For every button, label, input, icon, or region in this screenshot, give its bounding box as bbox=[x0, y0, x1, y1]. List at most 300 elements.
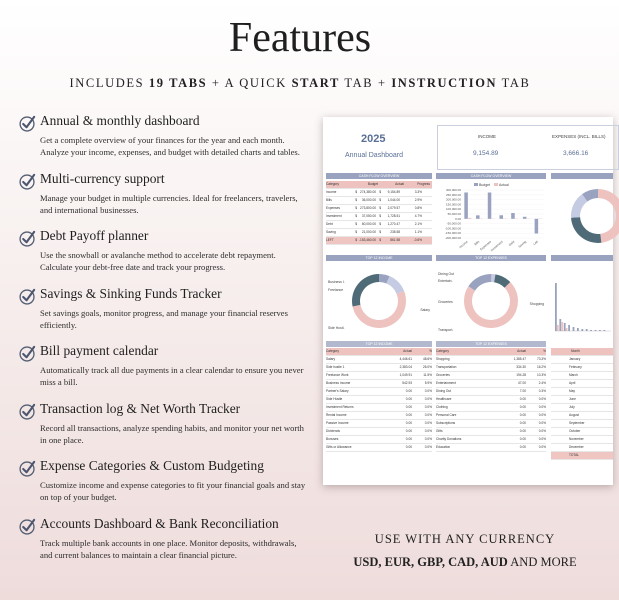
table-cell: 238.58 bbox=[390, 230, 400, 234]
table-cell: Category bbox=[326, 349, 339, 353]
table-row bbox=[436, 428, 546, 436]
table-cell: Actual bbox=[403, 349, 412, 353]
table-cell: 0.00 bbox=[519, 405, 526, 409]
table-row bbox=[551, 388, 613, 396]
checkmark-icon bbox=[18, 287, 37, 306]
table-cell: March bbox=[569, 373, 578, 377]
expenses-label: EXPENSES (INCL. BILLS) bbox=[552, 134, 606, 139]
table-cell: 0.3% bbox=[538, 389, 546, 393]
table-cell: 0.8% bbox=[414, 206, 422, 210]
currency-more: AND MORE bbox=[507, 555, 577, 569]
table-row bbox=[551, 372, 613, 380]
table-cell: 36,000.00 bbox=[361, 198, 376, 202]
tick-label: 50,000.00 bbox=[447, 212, 461, 216]
feature-description: Set savings goals, monitor progress, and manage your financial reserves efficiently. bbox=[40, 307, 288, 330]
table-cell: 1,270.47 bbox=[387, 222, 400, 226]
table-cell: 9,154.89 bbox=[387, 190, 400, 194]
table-cell: Gifts bbox=[436, 429, 443, 433]
side-header-2 bbox=[551, 255, 613, 261]
month-bar bbox=[555, 283, 557, 331]
table-cell: 0.00 bbox=[519, 437, 526, 441]
table-cell: Partner's Salary bbox=[326, 389, 349, 393]
table-cell: Gifts or Allowance bbox=[326, 445, 352, 449]
feature-item bbox=[18, 401, 308, 459]
table-cell: % bbox=[543, 349, 546, 353]
table-cell: Investment Returns bbox=[326, 405, 354, 409]
table-row bbox=[436, 436, 546, 444]
side-slice bbox=[571, 217, 601, 243]
table-cell: 0.0% bbox=[424, 445, 432, 449]
table-cell: 3.3% bbox=[414, 190, 422, 194]
subtitle-bold: 19 TABS bbox=[148, 76, 208, 90]
table-cell: Progress bbox=[417, 182, 430, 186]
table-cell: 0.00 bbox=[405, 389, 412, 393]
page-title: Features bbox=[228, 15, 372, 61]
table-cell: 0.00 bbox=[519, 429, 526, 433]
table-cell: Side Hustle bbox=[326, 397, 343, 401]
table-row bbox=[551, 428, 613, 436]
subtitle-part: TAB bbox=[497, 76, 531, 90]
side-chart-header bbox=[551, 173, 613, 179]
feature-list bbox=[18, 113, 308, 573]
table-cell: Bills bbox=[326, 198, 332, 202]
legend-swatch-actual bbox=[494, 183, 498, 186]
feature-title: Bill payment calendar bbox=[40, 343, 159, 358]
table-cell: 0.0% bbox=[538, 413, 546, 417]
table-row bbox=[436, 372, 546, 380]
table-cell: Budget bbox=[367, 182, 378, 186]
table-row bbox=[326, 444, 432, 452]
category-label: Saving bbox=[517, 239, 528, 249]
month-bar-actual bbox=[566, 328, 568, 331]
table-cell: 2.9% bbox=[414, 198, 422, 202]
checkmark-icon bbox=[18, 459, 37, 478]
expense-slice bbox=[468, 274, 491, 291]
feature-title: Debt Payoff planner bbox=[40, 228, 149, 243]
page-subtitle bbox=[0, 76, 600, 91]
table-cell: Business Income bbox=[326, 381, 351, 385]
table-cell: 0.00 bbox=[519, 445, 526, 449]
table-cell: Investment bbox=[326, 214, 342, 218]
table-row bbox=[326, 404, 432, 412]
feature-item bbox=[18, 171, 308, 229]
expenses-value: 3,666.16 bbox=[563, 150, 589, 157]
table-cell: Rental Income bbox=[326, 413, 347, 417]
table-row bbox=[326, 420, 432, 428]
table-cell: Side hustle 1 bbox=[326, 365, 345, 369]
top-income-header: TOP 12 INCOME bbox=[326, 255, 432, 261]
category-label: Investment bbox=[489, 239, 504, 253]
income-label: INCOME bbox=[478, 134, 496, 139]
table-cell: 0.00 bbox=[405, 429, 412, 433]
month-bar bbox=[559, 319, 561, 331]
table-cell: $ bbox=[379, 230, 381, 234]
table-row bbox=[436, 364, 546, 372]
table-cell: Clothing bbox=[436, 405, 448, 409]
table-row bbox=[551, 452, 613, 460]
table-cell: LEFT bbox=[326, 238, 334, 242]
table-cell: 0.00 bbox=[405, 445, 412, 449]
table-row bbox=[551, 444, 613, 452]
table-cell: 4,446.61 bbox=[399, 357, 412, 361]
table-cell: July bbox=[569, 405, 575, 409]
table-cell: $ bbox=[379, 214, 381, 218]
table-cell: Shopping bbox=[436, 357, 450, 361]
table-cell: 2,079.57 bbox=[387, 206, 400, 210]
checkmark-icon bbox=[18, 344, 37, 363]
table-row bbox=[326, 348, 432, 356]
table-cell: 7.00 bbox=[519, 389, 526, 393]
feature-item bbox=[18, 228, 308, 286]
table-cell: 16.2% bbox=[536, 365, 546, 369]
side-slice bbox=[598, 189, 619, 243]
dashboard-preview bbox=[323, 117, 613, 485]
table-cell: May bbox=[569, 389, 576, 393]
bar-budget bbox=[499, 215, 503, 219]
table-cell: Actual bbox=[395, 182, 404, 186]
table-cell: Freelance Work bbox=[326, 373, 349, 377]
table-cell: 37,050.00 bbox=[361, 214, 376, 218]
table-cell: 0.00 bbox=[519, 421, 526, 425]
table-cell: 0.00 bbox=[405, 397, 412, 401]
month-bar bbox=[564, 323, 566, 331]
table-row bbox=[326, 356, 432, 364]
table-cell: $ bbox=[355, 230, 357, 234]
feature-title: Accounts Dashboard & Bank Reconciliation bbox=[40, 515, 279, 531]
checkmark-icon bbox=[18, 402, 37, 421]
table-cell: % bbox=[429, 349, 432, 353]
feature-title: Transaction log & Net Worth Tracker bbox=[40, 400, 241, 416]
table-cell: 2,383.04 bbox=[399, 365, 412, 369]
bar-budget bbox=[488, 193, 492, 219]
table-cell: Transportation bbox=[436, 365, 457, 369]
income-slice bbox=[353, 291, 406, 328]
category-label: Income bbox=[458, 239, 469, 250]
table-cell: 2.4% bbox=[538, 381, 546, 385]
table-cell: 0.0% bbox=[538, 445, 546, 449]
slice-label: Shopping bbox=[529, 302, 544, 306]
table-cell: Debt bbox=[326, 222, 333, 226]
table-cell: $ bbox=[355, 198, 357, 202]
table-cell: Subscriptions bbox=[436, 421, 456, 425]
subtitle-part: TAB + bbox=[339, 76, 392, 90]
table-row bbox=[436, 348, 546, 356]
table-cell: 273,800.00 bbox=[360, 206, 376, 210]
table-cell: November bbox=[569, 437, 584, 441]
table-cell: Passive Income bbox=[326, 421, 349, 425]
month-bar bbox=[573, 327, 575, 331]
feature-description: Manage your budget in multiple currencies. Ideal for freelancers, travelers, and international businesses. bbox=[40, 192, 298, 215]
month-bar bbox=[568, 325, 570, 331]
cashflow-chart-header: CASH FLOW OVERVIEW bbox=[436, 173, 546, 179]
subtitle-part: + A QUICK bbox=[207, 76, 292, 90]
currency-list bbox=[345, 555, 585, 570]
table-cell: -0.6% bbox=[413, 238, 422, 242]
table-cell: September bbox=[569, 421, 585, 425]
feature-description: Customize income and expense categories to fit your financial goals and stay on top of your budget. bbox=[40, 480, 306, 503]
cashflow-table bbox=[326, 181, 432, 245]
checkmark-icon bbox=[18, 517, 37, 536]
side-donut-chart bbox=[553, 181, 613, 251]
category-label: Debt bbox=[507, 239, 516, 247]
table-row bbox=[436, 404, 546, 412]
table-cell: 274,380.00 bbox=[360, 190, 376, 194]
income-value: 9,154.89 bbox=[473, 150, 499, 157]
table-cell: October bbox=[569, 429, 581, 433]
table-row bbox=[436, 396, 546, 404]
table-cell: Dividends bbox=[326, 429, 340, 433]
table-cell: Month bbox=[571, 349, 580, 353]
subtitle-part: INCLUDES bbox=[69, 76, 149, 90]
top-expenses-table-header: TOP 12 EXPENSES bbox=[436, 341, 546, 347]
table-cell: 21,000.00 bbox=[361, 230, 376, 234]
slice-label: Dining Out bbox=[438, 272, 455, 276]
table-cell: 73.3% bbox=[536, 357, 546, 361]
table-cell: 0.0% bbox=[424, 413, 432, 417]
tick-label: -150,000.00 bbox=[444, 231, 461, 236]
currency-codes: USD, EUR, GBP, CAD, AUD bbox=[353, 555, 508, 569]
table-cell: 0.0% bbox=[538, 405, 546, 409]
slice-label: Salary bbox=[420, 308, 430, 312]
table-row bbox=[326, 189, 432, 197]
tick-label: -50,000.00 bbox=[446, 221, 461, 226]
month-bar bbox=[577, 328, 579, 331]
tick-label: 300,000.00 bbox=[445, 188, 461, 192]
table-cell: 0.0% bbox=[424, 389, 432, 393]
slice-label: Side Hustl. bbox=[328, 326, 345, 330]
table-cell: Dining Out bbox=[436, 389, 452, 393]
table-cell: TOTAL bbox=[569, 453, 579, 457]
feature-title: Annual & monthly dashboard bbox=[40, 113, 200, 128]
table-row bbox=[436, 380, 546, 388]
legend-swatch-budget bbox=[474, 183, 478, 186]
table-cell: $ bbox=[379, 222, 381, 226]
table-cell: $ bbox=[379, 206, 381, 210]
table-cell: Charity Donations bbox=[436, 437, 462, 441]
tick-label: 200,000.00 bbox=[445, 197, 461, 202]
table-cell: $ bbox=[355, 214, 357, 218]
table-row bbox=[326, 412, 432, 420]
category-label: Expenses bbox=[479, 239, 492, 252]
table-cell: $ bbox=[355, 222, 357, 226]
slice-label: Freelance bbox=[328, 288, 344, 292]
table-cell: Bonuses bbox=[326, 437, 339, 441]
table-cell: 10.3% bbox=[536, 373, 546, 377]
table-row bbox=[326, 221, 432, 229]
table-row bbox=[551, 396, 613, 404]
tick-label: 100,000.00 bbox=[445, 207, 461, 212]
bar-budget bbox=[464, 192, 468, 218]
income-slice bbox=[386, 276, 404, 294]
table-cell: -153,460.00 bbox=[358, 238, 376, 242]
feature-description: Record all transactions, analyze spending habits, and monitor your net worth in one place. bbox=[40, 422, 304, 445]
table-cell: Expenses bbox=[326, 206, 340, 210]
table-row bbox=[436, 388, 546, 396]
income-table bbox=[326, 348, 432, 452]
tick-label: 150,000.00 bbox=[445, 202, 461, 207]
currency-tagline: USE WITH ANY CURRENCY bbox=[374, 532, 556, 546]
table-cell: 0.0% bbox=[424, 397, 432, 401]
table-cell: 0.00 bbox=[519, 397, 526, 401]
expense-slice bbox=[464, 282, 518, 328]
table-cell: Saving bbox=[326, 230, 336, 234]
table-row bbox=[326, 380, 432, 388]
table-row bbox=[326, 229, 432, 237]
table-cell: 60,000.00 bbox=[361, 222, 376, 226]
feature-title: Savings & Sinking Funds Tracker bbox=[40, 285, 222, 301]
table-cell: 0.0% bbox=[538, 437, 546, 441]
bar-budget bbox=[535, 219, 539, 234]
table-row bbox=[326, 372, 432, 380]
table-cell: Category bbox=[326, 182, 339, 186]
table-cell: 1,385.47 bbox=[513, 357, 526, 361]
tick-label: 0.00 bbox=[455, 216, 461, 221]
table-cell: $ bbox=[355, 238, 357, 242]
slice-label: Transport. bbox=[438, 328, 454, 332]
feature-description: Track multiple bank accounts in one place. Monitor deposits, withdrawals, and current balances to maintain a clear financial picture. bbox=[40, 537, 297, 560]
income-donut-chart bbox=[326, 263, 432, 339]
subtitle-bold: INSTRUCTION bbox=[391, 76, 498, 90]
table-cell: 1,049.91 bbox=[399, 373, 412, 377]
slice-label: Entertain. bbox=[438, 279, 453, 283]
feature-title: Expense Categories & Custom Budgeting bbox=[40, 458, 264, 473]
category-label: Left bbox=[532, 239, 539, 246]
table-cell: 0.00 bbox=[405, 413, 412, 417]
checkmark-icon bbox=[18, 172, 37, 191]
top-income-table-header: TOP 12 INCOME bbox=[326, 341, 432, 347]
table-cell: 2.1% bbox=[414, 222, 422, 226]
cashflow-bar-chart bbox=[436, 181, 548, 251]
table-cell: 0.00 bbox=[405, 405, 412, 409]
monthly-bar-chart bbox=[555, 265, 613, 337]
expense-donut-chart bbox=[436, 263, 546, 339]
month-table bbox=[551, 348, 613, 460]
table-row bbox=[326, 396, 432, 404]
legend-budget: Budget bbox=[479, 183, 491, 187]
cashflow-table-header: CASH FLOW OVERVIEW bbox=[326, 173, 432, 179]
table-row bbox=[551, 436, 613, 444]
table-cell: 0.00 bbox=[405, 421, 412, 425]
month-bar-actual bbox=[561, 322, 563, 331]
table-cell: 861.58 bbox=[390, 238, 400, 242]
feature-title: Multi-currency support bbox=[40, 170, 165, 186]
table-cell: June bbox=[569, 397, 576, 401]
table-cell: Education bbox=[436, 445, 451, 449]
feature-description: Get a complete overview of your finances for the year and each month. Analyze your income, expenses, and budget with detailed charts and tables. bbox=[40, 135, 300, 158]
expense-table bbox=[436, 348, 546, 452]
table-row bbox=[551, 420, 613, 428]
table-cell: August bbox=[569, 413, 579, 417]
checkmark-icon bbox=[18, 114, 37, 133]
table-row bbox=[436, 444, 546, 452]
table-cell: Actual bbox=[517, 349, 526, 353]
tick-label: 250,000.00 bbox=[445, 192, 461, 197]
bar-actual bbox=[468, 218, 472, 219]
table-cell: 0.0% bbox=[538, 421, 546, 425]
table-row bbox=[436, 420, 546, 428]
feature-item bbox=[18, 458, 308, 516]
table-cell: 26.0% bbox=[422, 365, 432, 369]
legend-actual: Actual bbox=[499, 183, 509, 187]
table-cell: Groceries bbox=[436, 373, 450, 377]
income-slice bbox=[352, 274, 379, 306]
feature-item bbox=[18, 113, 308, 171]
table-cell: 334.30 bbox=[516, 365, 526, 369]
table-cell: 0.0% bbox=[538, 397, 546, 401]
tick-label: -200,000.00 bbox=[444, 236, 461, 240]
table-cell: 542.93 bbox=[402, 381, 412, 385]
table-cell: 194.28 bbox=[516, 373, 526, 377]
table-cell: $ bbox=[379, 238, 381, 242]
table-row bbox=[326, 181, 432, 189]
table-row bbox=[551, 364, 613, 372]
slice-label: Business I. bbox=[328, 280, 345, 284]
table-cell: February bbox=[569, 365, 582, 369]
table-cell: Entertainment bbox=[436, 381, 456, 385]
table-cell: $ bbox=[379, 198, 381, 202]
table-cell: 1,728.51 bbox=[387, 214, 400, 218]
table-cell: 48.6% bbox=[422, 357, 432, 361]
table-row bbox=[326, 428, 432, 436]
table-row bbox=[326, 197, 432, 205]
month-bar bbox=[586, 329, 588, 331]
table-row bbox=[326, 213, 432, 221]
table-cell: 0.0% bbox=[424, 421, 432, 425]
table-row bbox=[326, 237, 432, 245]
table-cell: 0.0% bbox=[424, 437, 432, 441]
table-row bbox=[551, 348, 613, 356]
tick-label: -100,000.00 bbox=[444, 226, 461, 231]
feature-item bbox=[18, 286, 308, 344]
table-cell: 0.00 bbox=[405, 437, 412, 441]
table-row bbox=[326, 205, 432, 213]
table-row bbox=[436, 356, 546, 364]
table-cell: April bbox=[569, 381, 576, 385]
month-bar-actual bbox=[557, 325, 559, 331]
table-cell: $ bbox=[355, 206, 357, 210]
category-label: Bills bbox=[473, 239, 481, 247]
table-cell: 0.0% bbox=[538, 429, 546, 433]
table-row bbox=[551, 380, 613, 388]
table-row bbox=[326, 388, 432, 396]
table-row bbox=[326, 364, 432, 372]
top-expenses-header: TOP 12 EXPENSES bbox=[436, 255, 546, 261]
bar-budget bbox=[511, 213, 515, 219]
slice-label: Groceries bbox=[438, 300, 453, 304]
table-row bbox=[551, 404, 613, 412]
kpi-box bbox=[437, 125, 619, 170]
table-cell: 1,044.00 bbox=[387, 198, 400, 202]
dashboard-year: 2025 bbox=[361, 133, 386, 145]
table-cell: $ bbox=[379, 190, 381, 194]
table-cell: 0.0% bbox=[424, 429, 432, 433]
feature-item bbox=[18, 516, 308, 574]
table-cell: January bbox=[569, 357, 581, 361]
table-cell: 0.0% bbox=[424, 405, 432, 409]
table-cell: 5.9% bbox=[424, 381, 432, 385]
table-cell: 1.1% bbox=[414, 230, 422, 234]
table-row bbox=[551, 356, 613, 364]
table-cell: Income bbox=[326, 190, 337, 194]
month-bar bbox=[581, 329, 583, 331]
table-cell: 11.5% bbox=[423, 373, 432, 377]
table-cell: 0.00 bbox=[519, 413, 526, 417]
table-cell: Salary bbox=[326, 357, 336, 361]
feature-description: Use the snowball or avalanche method to accelerate debt repayment. Calculate your debt-free date and track your progress. bbox=[40, 250, 276, 273]
feature-description: Automatically track all due payments in a clear calendar to ensure you never miss a bill. bbox=[40, 365, 304, 388]
table-cell: 4.7% bbox=[414, 214, 422, 218]
table-row bbox=[326, 436, 432, 444]
